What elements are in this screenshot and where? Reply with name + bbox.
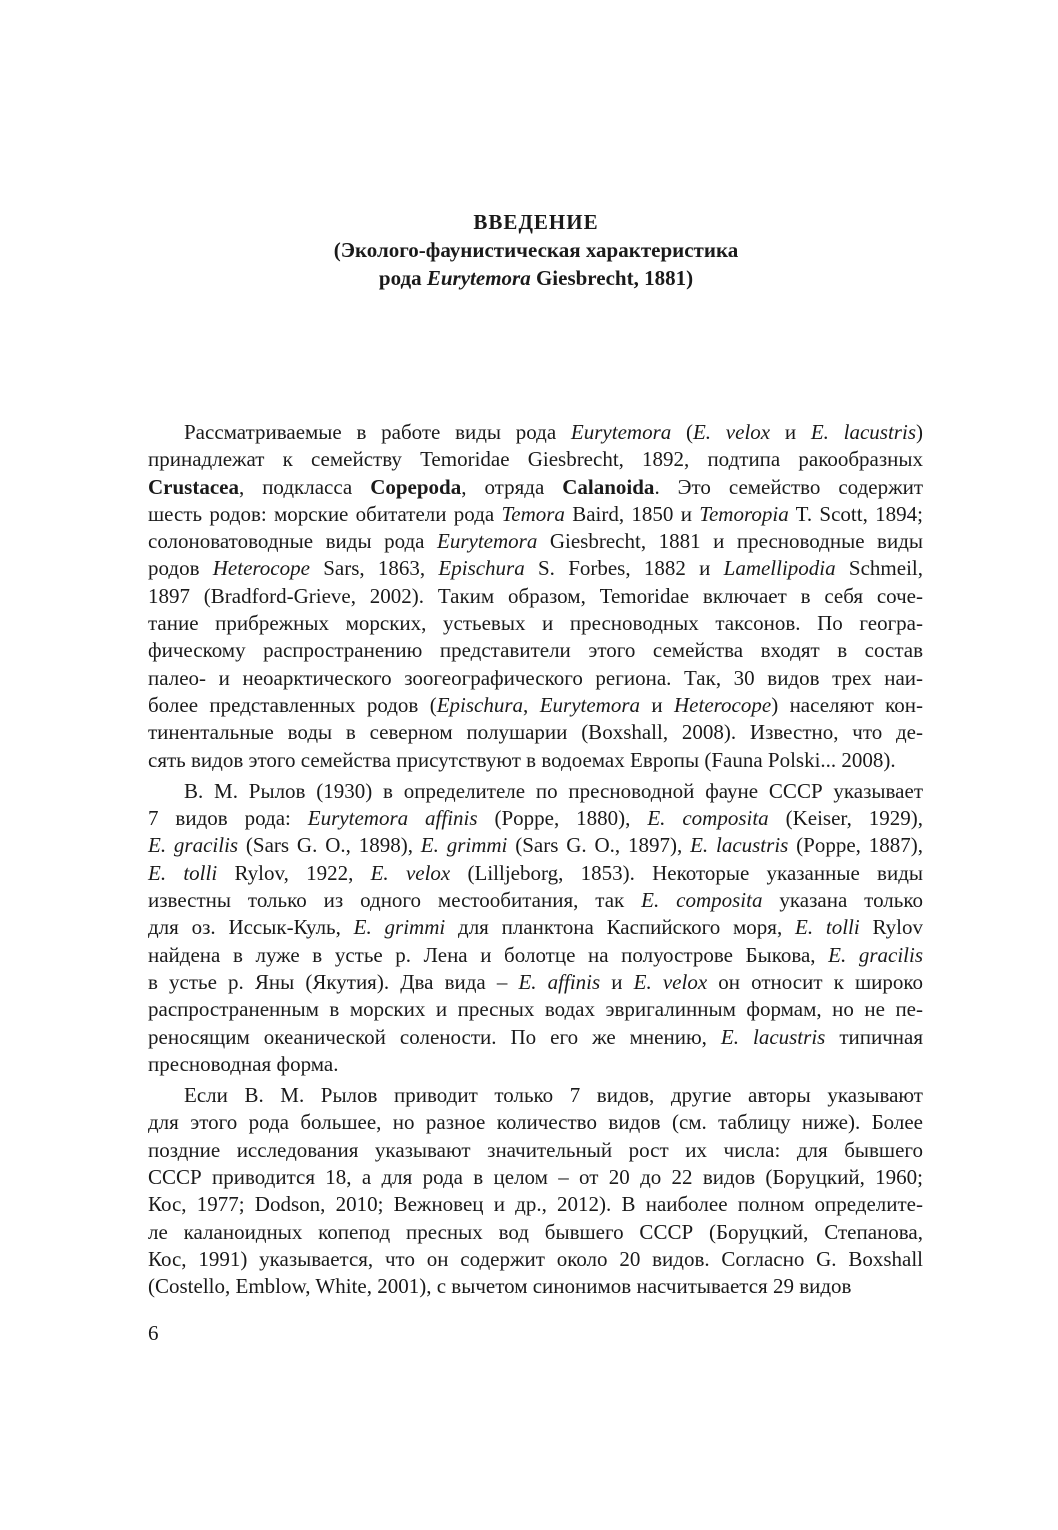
text-line [148,446,923,473]
text-run: ) населяют кон- [771,692,924,717]
text-run: Rylov, 1922, [217,860,371,885]
italic-term: E. tolli [795,915,860,940]
text-run: известны только из одного местообитания, так [148,888,642,913]
bold-term: Calanoida [562,474,655,499]
chapter-subtitle-line-2: рода Eurytemora Giesbrecht, 1881) [378,266,694,290]
text-run: (Sars G. O., 1897), [507,833,691,858]
italic-term: Eurytemora [539,692,641,717]
text-line [148,419,923,446]
text-line [148,969,923,996]
text-run: (Keiser, 1929), [768,806,924,831]
paragraph [148,419,923,774]
text-line [148,1164,923,1191]
text-line [148,805,923,832]
italic-term: Temora [501,501,565,526]
text-line [148,555,923,582]
text-run: родов [148,556,213,581]
text-run: Кос, 1991) указывается, что он содержит около 20 видов. Согласно G. Boxshall [148,1246,923,1271]
text-run: для планктона Каспийского моря, [445,915,795,940]
text-run: поздние исследования указывают значительный рост их числа: для бывшего [148,1137,923,1162]
text-run: , отряда [461,474,563,499]
text-line [148,610,923,637]
italic-term: Epischura [438,556,525,581]
chapter-title: ВВЕДЕНИЕ [473,210,599,234]
text-line [148,747,923,774]
text-line [148,860,923,887]
text-run: и [640,692,675,717]
paragraph [148,1082,923,1300]
text-line [148,996,923,1023]
italic-term: E. gracilis [148,833,239,858]
text-run: шесть родов: морские обитатели рода [148,501,502,526]
text-run: ( [671,420,693,444]
text-run: 1897 (Bradford-Grieve, 2002). Таким образом, Temoridae включает в себя соче- [148,583,923,608]
chapter-heading [150,208,922,292]
text-line [148,832,923,859]
text-line [148,1024,923,1051]
text-line [148,665,923,692]
text-run: более представленных родов ( [148,692,437,717]
text-run: Кос, 1977; Dodson, 2010; Вежновец и др., 2012). В наиболее полном определите- [148,1192,923,1217]
text-line [148,501,923,528]
italic-term: E. lacustris [720,1024,826,1049]
text-line [148,914,923,941]
text-line [148,887,923,914]
text-run: распространенным в морских и пресных водах эвригалинным формам, но не пе- [148,997,923,1022]
text-line [148,719,923,746]
text-line [148,1191,923,1218]
text-line [148,1082,923,1109]
italic-term: Eurytemora [570,420,672,444]
text-line [148,692,923,719]
text-run: В. М. Рылов (1930) в определителе по пресноводной фауне СССР указывает [184,778,923,803]
body-text [148,419,923,1301]
text-run: ле каланоидных копепод пресных вод бывшего СССР (Боруцкий, Степанова, [148,1219,923,1244]
text-run: пресноводная форма. [148,1051,339,1076]
text-run: СССР приводится 18, а для рода в целом – от 20 до 22 видов (Боруцкий, 1960; [148,1165,923,1190]
text-line [148,778,923,805]
text-line [148,1273,923,1300]
italic-term: Heterocope [212,556,310,581]
text-run: реносящим океанической солености. По его же мнению, [148,1024,721,1049]
text-run: (Poppe, 1887), [788,833,923,858]
text-line [148,637,923,664]
text-run: Sars, 1863, [309,556,439,581]
text-run: сять видов этого семейства присутствуют в водоемах Европы (Fauna Polski... 2008). [148,747,896,772]
text-run: тинентальные воды в северном полушарии (Boxshall, 2008). Известно, что де- [148,720,923,745]
text-run: найдена в луже в устье р. Лена и болотце на полуострове Быкова, [148,942,829,967]
text-line [148,1219,923,1246]
italic-term: E. tolli [148,860,218,885]
text-run: (Costello, Emblow, White, 2001), с вычетом синонимов насчитывается 29 видов [148,1274,852,1299]
text-line [148,942,923,969]
text-run: солоноватоводные виды рода [148,529,438,554]
page-number: 6 [148,1321,159,1345]
text-run: ) [916,420,923,444]
text-line [148,1246,923,1273]
text-run: Giesbrecht, 1881 и пресноводные виды [537,529,924,554]
italic-term: E. lacustris [690,833,789,858]
text-run: Baird, 1850 и [564,501,700,526]
text-run: S. Forbes, 1882 и [524,556,724,581]
italic-term: E. velox [633,969,708,994]
text-run: он относит к широко [707,969,923,994]
text-run: указана только [762,888,923,913]
text-run: и [770,420,811,444]
text-run: тание прибрежных морских, устьевых и пресноводных таксонов. По геогра- [148,611,923,636]
italic-term: E. composita [647,806,769,831]
text-run: для оз. Иссык-Куль, [148,915,354,940]
bold-term: Copepoda [370,474,462,499]
text-run: , [523,692,540,717]
italic-term: Lamellipodia [723,556,836,581]
text-line [148,583,923,610]
italic-term: E. velox [692,420,771,444]
text-run: 7 видов рода: [148,806,308,831]
italic-term: E. lacustris [810,420,916,444]
italic-term: E. affinis [518,969,601,994]
text-line [148,528,923,555]
text-run: фическому распространению представители этого семейства входят в состав [148,638,923,663]
italic-term: E. velox [370,860,451,885]
text-run: для этого рода большее, но разное количество видов (см. таблицу ниже). Более [148,1110,923,1135]
text-line [148,1137,923,1164]
italic-term: E. composita [641,888,763,913]
italic-term: E. grimmi [353,915,446,940]
text-run: T. Scott, 1894; [788,501,923,526]
italic-term: Heterocope [674,692,772,717]
text-run: Rylov [859,915,924,940]
bold-term: Crustacea [148,474,239,499]
text-run: (Sars G. O., 1898), [238,833,421,858]
text-run: (Lilljeborg, 1853). Некоторые указанные виды [450,860,923,885]
text-run: принадлежат к семейству Temoridae Giesbrecht, 1892, подтипа ракообразных [148,447,923,472]
text-run: . Это семейство содержит [654,474,923,499]
text-run: в устье р. Яны (Якутия). Два вида – [148,969,519,994]
text-run: палео- и неоарктического зоогеографического региона. Так, 30 видов трех наи- [148,665,923,690]
italic-term: E. grimmi [420,833,508,858]
italic-term: E. gracilis [828,942,923,967]
text-line [148,1051,923,1078]
italic-term: Temoropia [699,501,789,526]
italic-term: Eurytemora [437,529,538,554]
text-line [148,1109,923,1136]
italic-term: Epischura [436,692,524,717]
chapter-subtitle-line-1: (Эколого-фаунистическая характеристика [333,238,739,262]
text-run: типичная [825,1024,923,1049]
text-run: Рассматриваемые в работе виды рода [184,420,571,444]
text-run: (Poppe, 1880), [477,806,648,831]
text-line [148,474,923,501]
text-run: , подкласса [238,474,371,499]
genus-name: Eurytemora [426,266,531,290]
text-run: Если В. М. Рылов приводит только 7 видов, другие авторы указывают [184,1083,923,1108]
text-run: и [600,969,634,994]
italic-term: Eurytemora affinis [307,806,478,831]
text-run: Schmeil, [835,556,923,581]
paragraph [148,778,923,1078]
